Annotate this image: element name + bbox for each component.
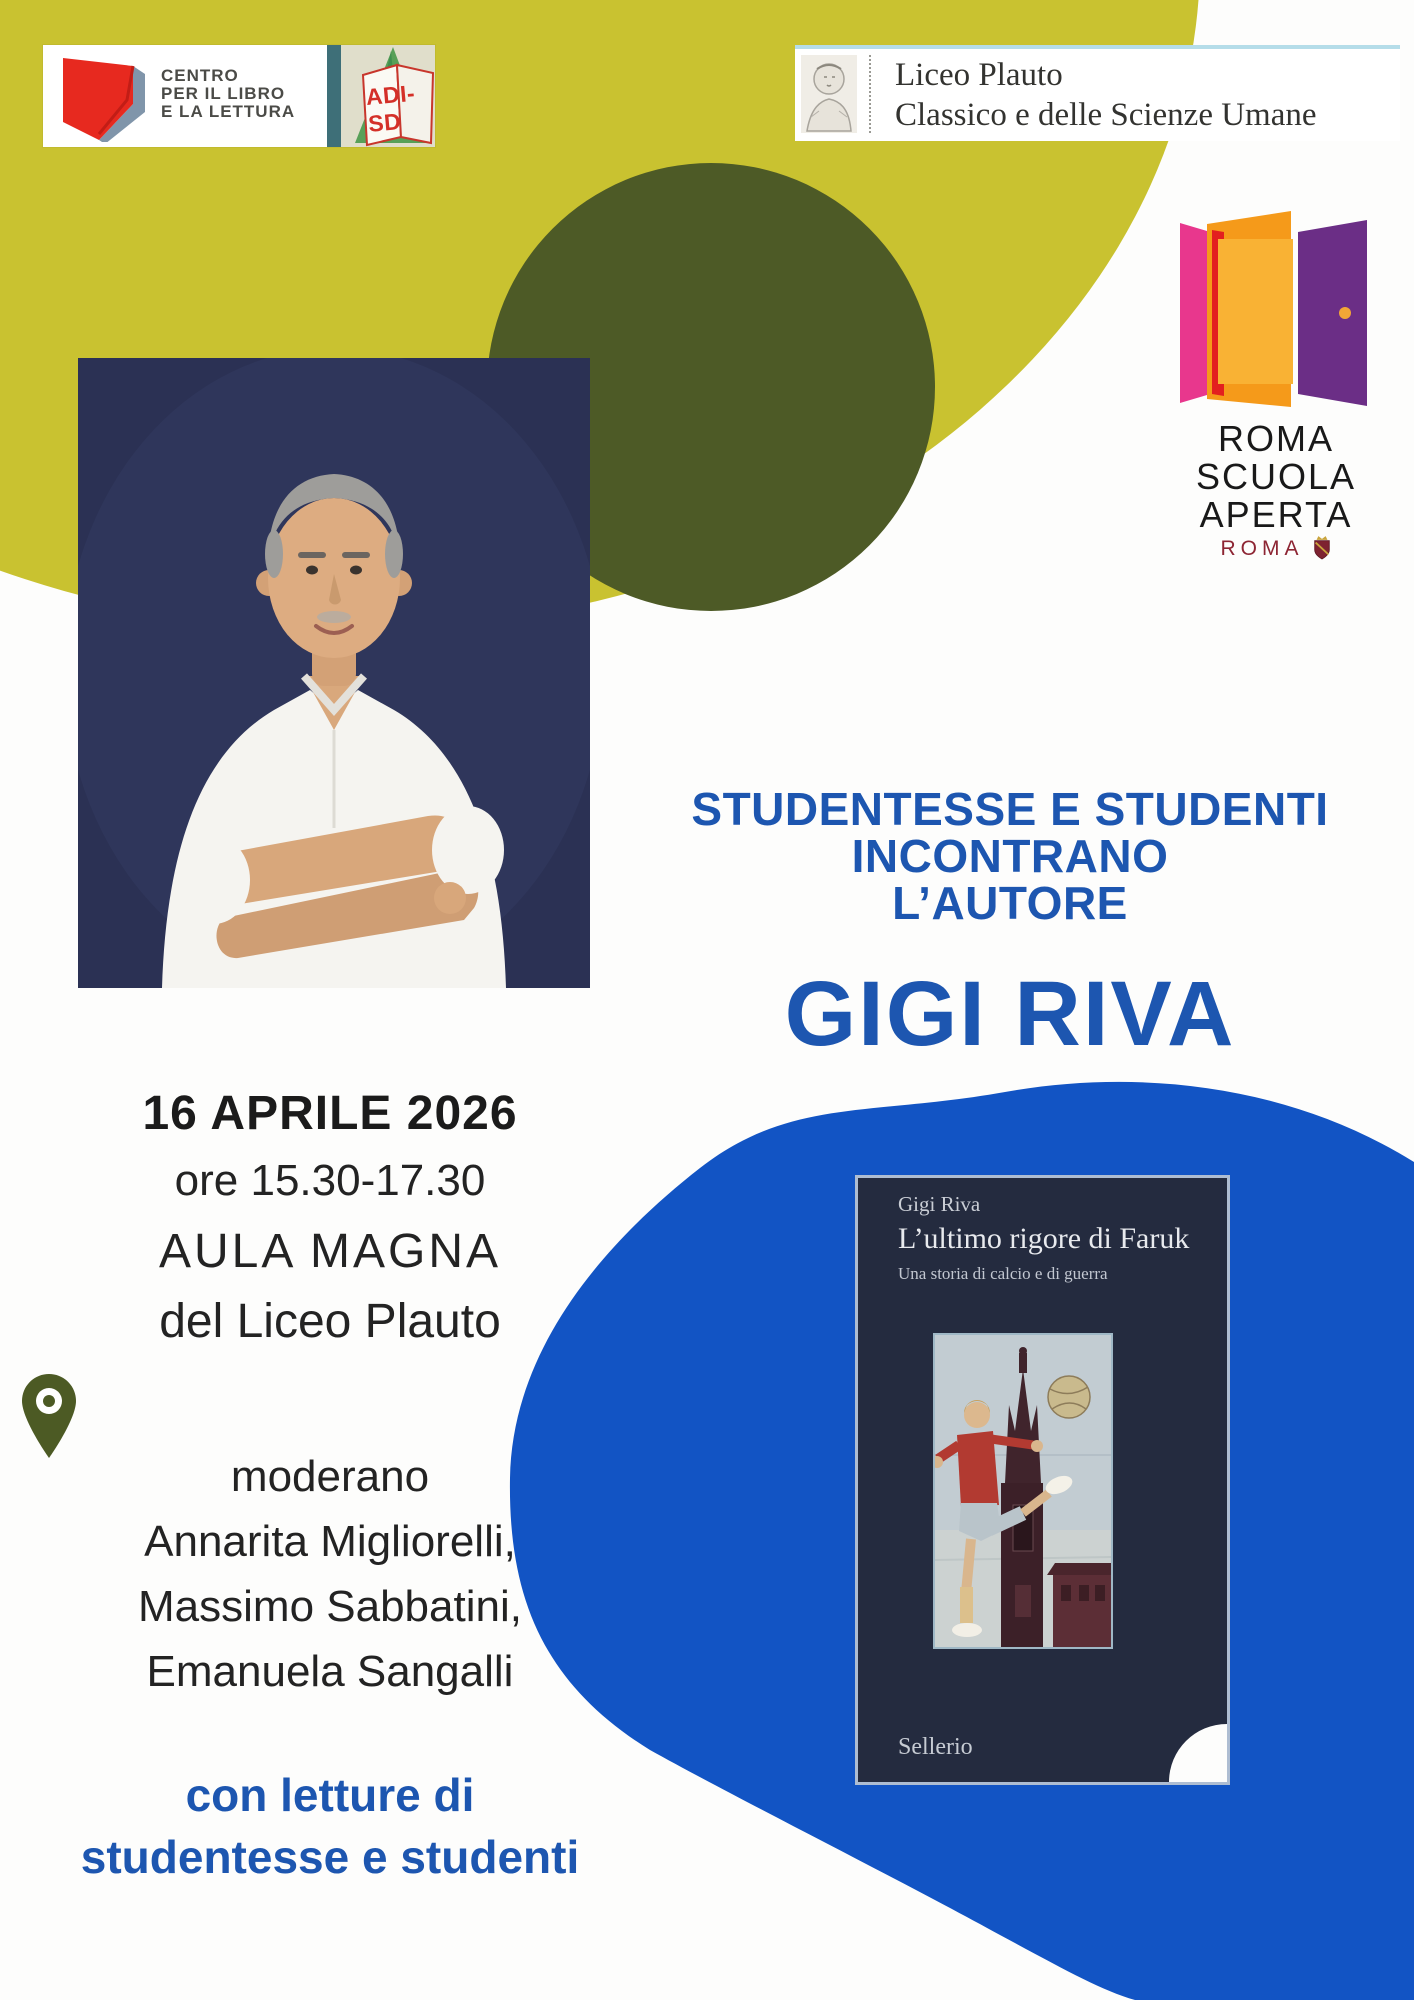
moderators-label: moderano <box>230 1452 430 1501</box>
event-date: 16 APRILE 2026 <box>142 1087 518 1140</box>
headline-line-3: L’AUTORE <box>892 877 1128 929</box>
adi-sd-logo <box>341 45 435 147</box>
moderator-name: Annarita Migliorelli, <box>144 1517 516 1566</box>
readings-note <box>60 1764 600 1888</box>
book-publisher: Sellerio <box>898 1734 973 1760</box>
rsa-city-row <box>1148 536 1404 566</box>
open-door-icon <box>1148 206 1404 416</box>
liceo-plauto-logo-box <box>795 45 1400 141</box>
teal-divider <box>327 45 341 147</box>
roma-scuola-aperta-logo <box>1148 206 1404 560</box>
roma-shield-icon <box>1312 536 1332 566</box>
readings-note-line-1: con letture di <box>185 1769 475 1821</box>
book-title: L’ultimo rigore di Faruk <box>898 1222 1190 1255</box>
author-name-title: GIGI RIVA <box>784 963 1236 1065</box>
open-book-icon <box>53 50 149 142</box>
centro-line-1: CENTRO <box>161 66 239 85</box>
dotted-divider <box>869 55 871 133</box>
book-subtitle: Una storia di calcio e di guerra <box>898 1264 1108 1283</box>
author-portrait-photo <box>78 358 590 988</box>
headline-line-1: STUDENTESSE E STUDENTI <box>691 783 1329 835</box>
book-author: Gigi Riva <box>898 1192 981 1216</box>
rsa-word-aperta: APERTA <box>1199 494 1353 535</box>
readings-note-line-2: studentesse e studenti <box>80 1831 580 1883</box>
book-cover-illustration <box>933 1333 1113 1649</box>
rsa-word-scuola: SCUOLA <box>1195 456 1357 497</box>
author-portrait-illustration <box>78 358 590 988</box>
adi-sd-label: ADI-SD <box>364 79 417 137</box>
centro-line-3: E LA LETTURA <box>161 102 296 121</box>
rsa-word-roma: ROMA <box>1218 418 1334 459</box>
centro-libro-wordmark <box>161 67 326 121</box>
moderator-name: Massimo Sabbatini, <box>138 1582 522 1631</box>
plautus-bust-icon <box>801 55 857 133</box>
moderator-name: Emanuela Sangalli <box>146 1647 514 1696</box>
event-headline <box>600 783 1414 929</box>
event-venue-detail: del Liceo Plauto <box>159 1295 501 1348</box>
moderators-block <box>60 1444 600 1704</box>
headline-line-2: INCONTRANO <box>851 830 1169 882</box>
liceo-subtitle: Classico e delle Scienze Umane <box>895 97 1317 133</box>
liceo-name: Liceo Plauto <box>895 57 1063 93</box>
page-curl-decoration <box>1169 1724 1230 1785</box>
book-cover <box>855 1175 1230 1785</box>
event-time: ore 15.30-17.30 <box>174 1156 486 1205</box>
event-venue: AULA MAGNA <box>158 1225 502 1278</box>
centro-line-2: PER IL LIBRO <box>161 84 286 103</box>
rsa-city-label: ROMA <box>1220 537 1304 560</box>
centro-libro-logo-box <box>43 45 435 147</box>
